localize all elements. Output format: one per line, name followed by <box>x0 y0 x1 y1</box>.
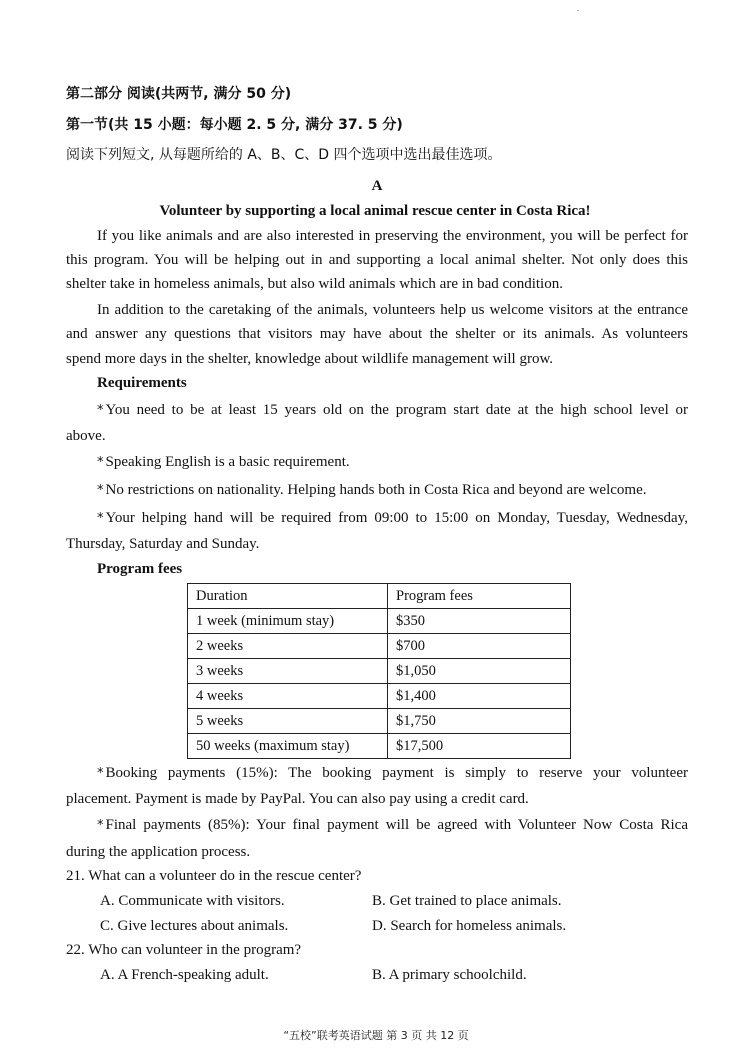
payment-item-cont: during the application process. <box>66 844 251 860</box>
question-21-stem: 21. What can a volunteer do in the rescue center? <box>66 868 362 884</box>
para1-line: If you like animals and are also interested in preserving the environment, you will be perfect for <box>97 228 688 244</box>
para2-line: and answer any questions that visitors may have about the shelter or its animals. As volunteers <box>66 326 688 342</box>
corner-mark: . <box>577 4 579 13</box>
duration-cell: 2 weeks <box>188 634 388 659</box>
bullet-star: * <box>97 483 104 498</box>
fee-cell: $350 <box>388 609 571 634</box>
requirement-item: * No restrictions on nationality. Helping hands both in Costa Rica and beyond are welcome. <box>97 482 647 498</box>
duration-cell: 3 weeks <box>188 659 388 684</box>
q22-option-a[interactable]: A. A French-speaking adult. <box>100 967 269 983</box>
fee-cell: $700 <box>388 634 571 659</box>
q21-option-d[interactable]: D. Search for homeless animals. <box>372 918 567 934</box>
table-row <box>188 659 571 684</box>
q21-option-b[interactable]: B. Get trained to place animals. <box>372 893 562 909</box>
q21-option-a[interactable]: A. Communicate with visitors. <box>100 893 285 909</box>
passage-title: Volunteer by supporting a local animal rescue center in Costa Rica! <box>159 203 591 219</box>
table-row <box>188 734 571 759</box>
table-row <box>188 609 571 634</box>
table-row <box>188 634 571 659</box>
bullet-star: * <box>97 511 104 526</box>
table-row <box>188 709 571 734</box>
section-heading: 第一节(共 15 小题：每小题 2. 5 分, 满分 37. 5 分) <box>66 117 403 133</box>
fees-heading: Program fees <box>97 561 183 577</box>
question-22-stem: 22. Who can volunteer in the program? <box>66 942 302 958</box>
table-header: Duration <box>188 584 388 609</box>
fees-table <box>187 583 571 759</box>
bullet-star: * <box>97 766 104 781</box>
page-footer: “五校”联考英语试题 第 3 页 共 12 页 <box>283 1029 469 1042</box>
duration-cell: 1 week (minimum stay) <box>188 609 388 634</box>
requirement-item: * You need to be at least 15 years old on the program start date at the high school level or <box>97 402 688 418</box>
para2-line: spend more days in the shelter, knowledge about wildlife management will grow. <box>66 351 554 367</box>
para1-line: shelter take in homeless animals, but also wild animals which are in bad condition. <box>66 276 563 292</box>
fee-cell: $17,500 <box>388 734 571 759</box>
instruction: 阅读下列短文, 从每题所给的 A、B、C、D 四个选项中选出最佳选项。 <box>66 147 502 163</box>
requirements-heading: Requirements <box>97 375 187 391</box>
q22-option-b[interactable]: B. A primary schoolchild. <box>372 967 527 983</box>
fee-cell: $1,400 <box>388 684 571 709</box>
q21-option-c[interactable]: C. Give lectures about animals. <box>100 918 289 934</box>
requirement-item: * Speaking English is a basic requirement. <box>97 454 350 470</box>
para1-line: this program. You will be helping out in and supporting a local animal shelter. Not only does this <box>66 252 688 268</box>
table-row <box>188 684 571 709</box>
fee-cell: $1,750 <box>388 709 571 734</box>
table-header-row <box>188 584 571 609</box>
duration-cell: 5 weeks <box>188 709 388 734</box>
duration-cell: 50 weeks (maximum stay) <box>188 734 388 759</box>
requirement-item: * Your helping hand will be required from 09:00 to 15:00 on Monday, Tuesday, Wednesday, <box>97 510 688 526</box>
bullet-star: * <box>97 818 104 833</box>
payment-item: * Final payments (85%): Your final payment will be agreed with Volunteer Now Costa Rica <box>97 817 688 833</box>
bullet-star: * <box>97 455 104 470</box>
requirement-item-cont: above. <box>66 428 106 444</box>
passage-letter: A <box>371 178 383 194</box>
para2-line: In addition to the caretaking of the animals, volunteers help us welcome visitors at the entrance <box>97 302 688 318</box>
part-heading: 第二部分 阅读(共两节, 满分 50 分) <box>66 86 292 102</box>
bullet-star: * <box>97 403 104 418</box>
payment-item: * Booking payments (15%): The booking payment is simply to reserve your volunteer <box>97 765 688 781</box>
fee-cell: $1,050 <box>388 659 571 684</box>
payment-item-cont: placement. Payment is made by PayPal. You can also pay using a credit card. <box>66 791 529 807</box>
requirement-item-cont: Thursday, Saturday and Sunday. <box>66 536 260 552</box>
duration-cell: 4 weeks <box>188 684 388 709</box>
table-header: Program fees <box>388 584 571 609</box>
